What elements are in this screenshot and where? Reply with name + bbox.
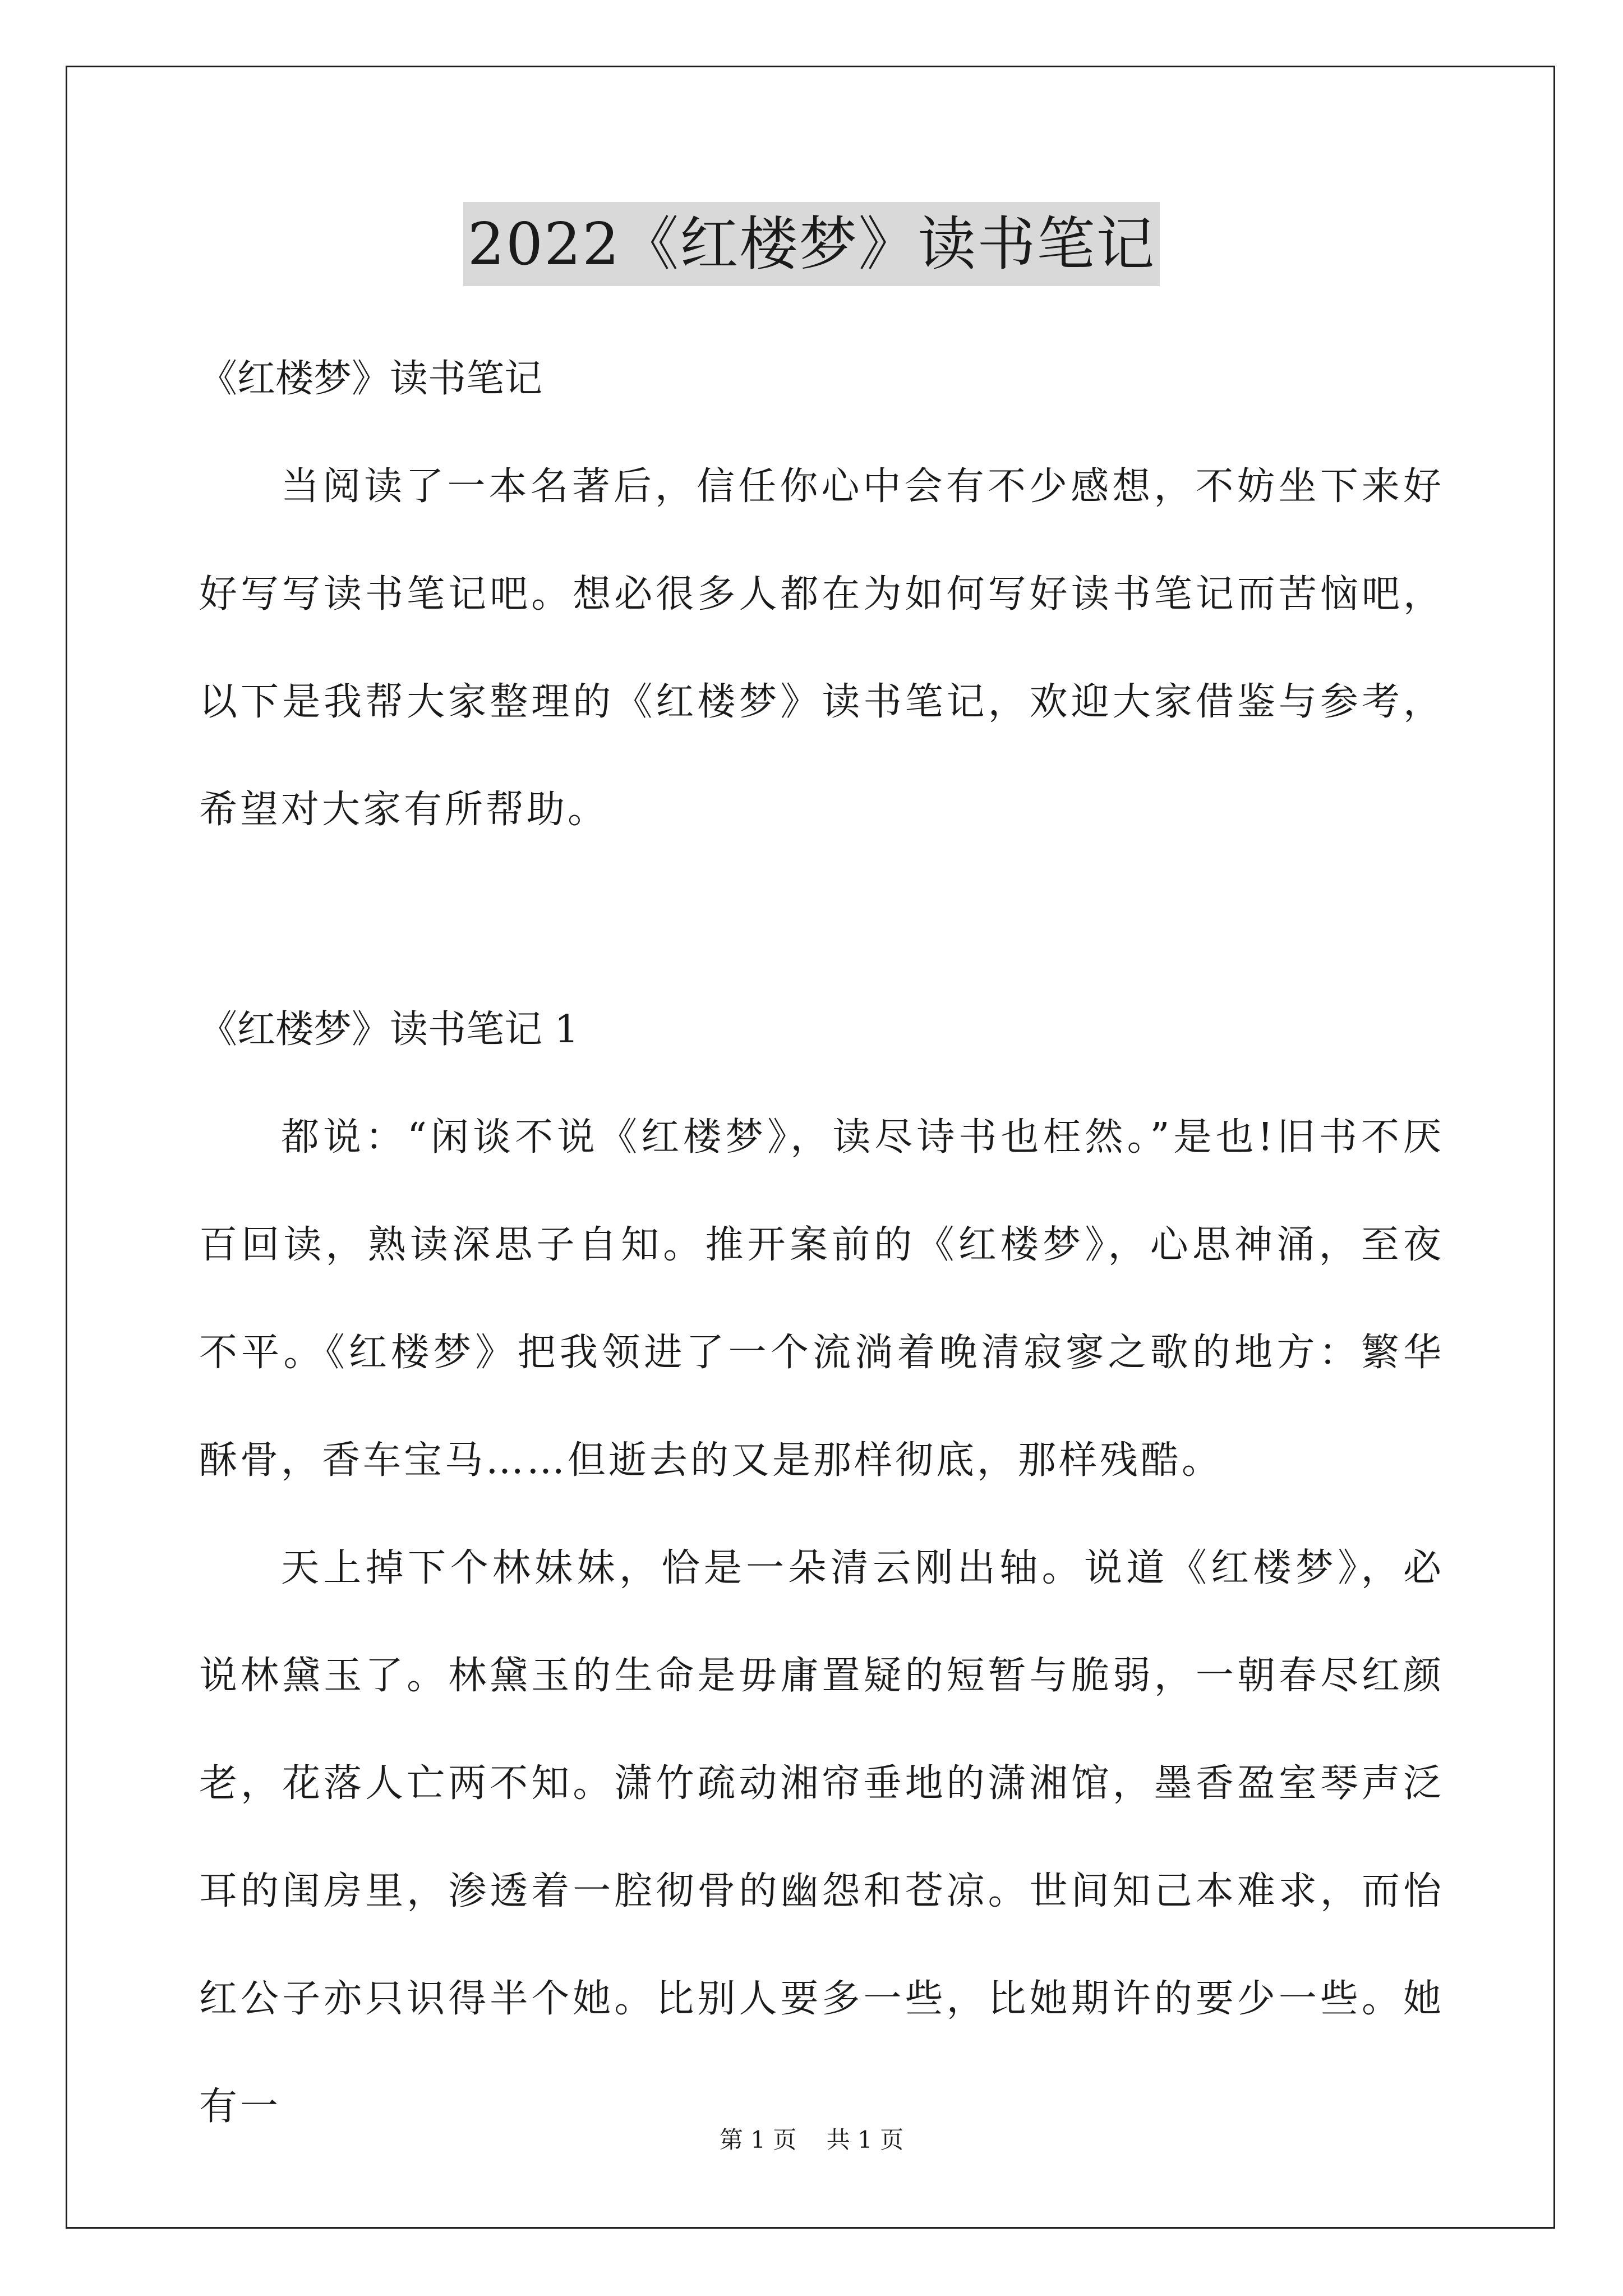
- title-container: [0, 202, 1623, 286]
- document-body: [199, 325, 1444, 2161]
- intro-heading[interactable]: 《红楼梦》读书笔记: [199, 357, 543, 401]
- document-title[interactable]: 2022《红楼梦》读书笔记: [463, 202, 1160, 286]
- section-spacer: [199, 864, 1444, 976]
- page-number-footer: 第 1 页 共 1 页: [719, 2126, 904, 2154]
- section-paragraph[interactable]: 都说：“闲谈不说《红楼梦》，读尽诗书也枉然。”是也!旧书不厌百回读，熟读深思子自知。推开案前的《红楼梦》，心思神涌，至夜不平。《红楼梦》把我领进了一个流淌着晚清寂寥之歌的地方：繁华酥骨，香车宝马……但逝去的又是那样彻底，那样残酷。: [199, 1115, 1444, 1483]
- section-heading[interactable]: 《红楼梦》读书笔记 1: [199, 1007, 579, 1052]
- section-paragraph[interactable]: 天上掉下个林妹妹，恰是一朵清云刚出轴。说道《红楼梦》，必说林黛玉了。林黛玉的生命是毋庸置疑的短暂与脆弱，一朝春尽红颜老，花落人亡两不知。潇竹疏动湘帘垂地的潇湘馆，墨香盈室琴声泛耳的闺房里，渗透着一腔彻骨的幽怨和苍凉。世间知己本难求，而怡红公子亦只识得半个她。比别人要多一些，比她期许的要少一些。她有一: [199, 1546, 1444, 2129]
- intro-paragraph[interactable]: 当阅读了一本名著后，信任你心中会有不少感想，不妨坐下来好好写写读书笔记吧。想必很多人都在为如何写好读书笔记而苦恼吧，以下是我帮大家整理的《红楼梦》读书笔记，欢迎大家借鉴与参考，希望对大家有所帮助。: [199, 464, 1444, 832]
